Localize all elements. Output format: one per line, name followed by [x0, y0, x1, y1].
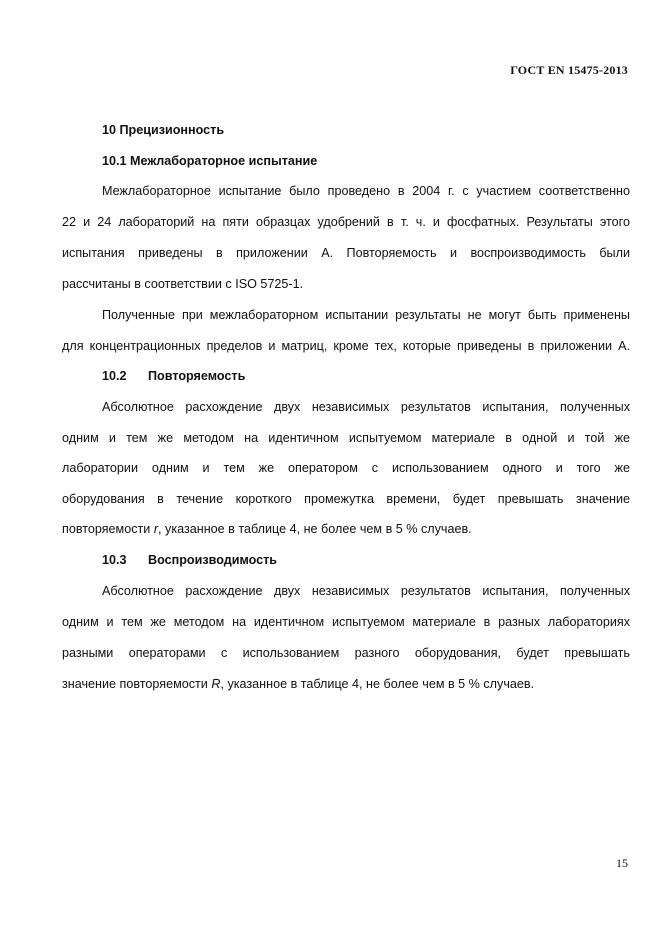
paragraph-line: испытания приведены в приложении А. Повторяемость и воспроизводимость были [62, 246, 630, 260]
symbol-r: r [153, 522, 159, 536]
paragraph-line [62, 521, 630, 537]
text-fragment: , указанное в таблице 4, не более чем в 5 % случаев. [220, 677, 535, 691]
paragraph-line: Абсолютное расхождение двух независимых результатов испытания, полученных [102, 584, 630, 598]
text-fragment: повторяемости [62, 522, 154, 536]
section-10-1-heading: 10.1 Межлабораторное испытание [102, 154, 318, 168]
paragraph-line: Абсолютное расхождение двух независимых результатов испытания, полученных [102, 400, 630, 414]
symbol-R: R [211, 677, 221, 691]
paragraph-line: Полученные при межлабораторном испытании результаты не могут быть применены [102, 308, 630, 322]
section-title: Воспроизводимость [148, 553, 278, 567]
paragraph-line: одним и тем же методом на идентичном испытуемом материале в разных лабораториях [62, 615, 630, 629]
paragraph-line: рассчитаны в соответствии с ISO 5725-1. [62, 277, 304, 291]
page-number: 15 [616, 856, 628, 870]
section-title: Повторяемость [148, 369, 246, 383]
document-code: ГОСТ EN 15475-2013 [510, 63, 628, 77]
paragraph-line: оборудования в течение короткого промежутка времени, будет превышать значение [62, 492, 630, 506]
section-10-2-heading [102, 368, 630, 384]
paragraph-line: для концентрационных пределов и матриц, кроме тех, которые приведены в приложении А. [62, 339, 630, 353]
paragraph-line: Межлабораторное испытание было проведено в 2004 г. с участием соответственно [102, 184, 630, 198]
paragraph-line: лаборатории одним и тем же оператором с использованием одного и того же [62, 461, 630, 475]
section-number: 10.3 [102, 553, 127, 567]
section-10-heading: 10 Прецизионность [102, 123, 225, 137]
section-number: 10.2 [102, 369, 127, 383]
paragraph-line: разными операторами с использованием разного оборудования, будет превышать [62, 646, 630, 660]
paragraph-line: одним и тем же методом на идентичном испытуемом материале в одной и той же [62, 431, 630, 445]
paragraph-line [62, 676, 630, 692]
paragraph-line: 22 и 24 лабораторий на пяти образцах удобрений в т. ч. и фосфатных. Результаты этого [62, 215, 630, 229]
text-fragment: значение повторяемости [62, 677, 212, 691]
section-10-3-heading [102, 552, 630, 568]
text-fragment: , указанное в таблице 4, не более чем в 5 % случаев. [158, 522, 472, 536]
